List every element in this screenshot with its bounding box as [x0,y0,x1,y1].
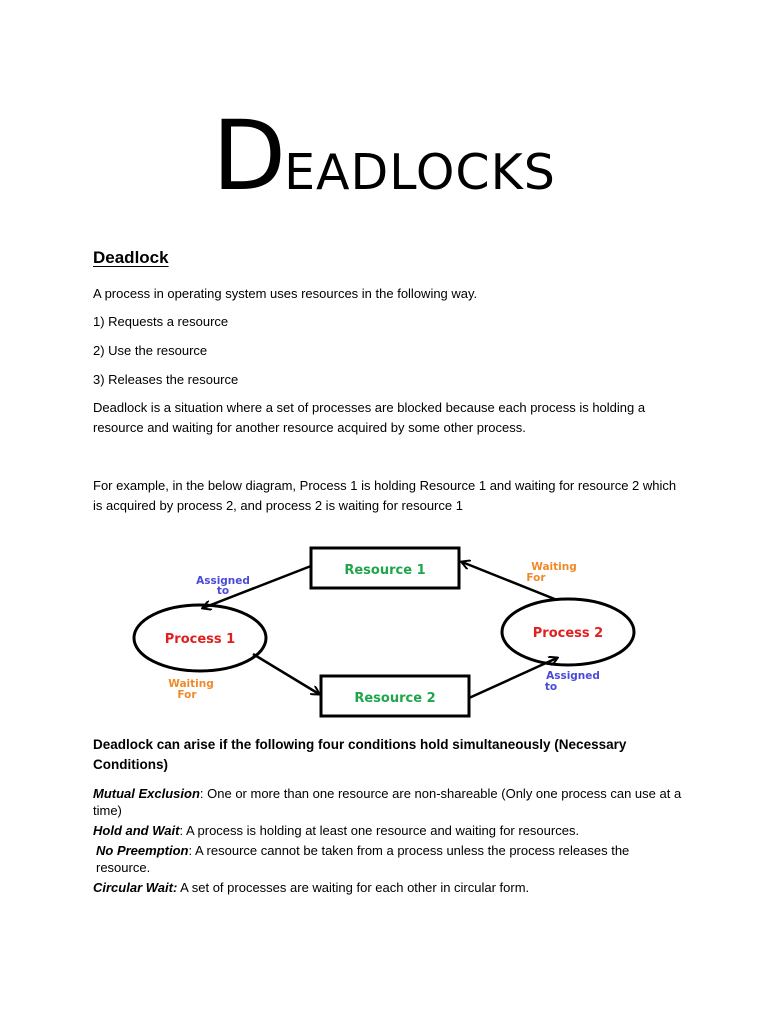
condition-term: Hold and Wait [93,823,180,838]
intro-text: A process in operating system uses resources in the following way. [93,286,478,301]
assigned-to-right-line-2: to [544,681,558,693]
title-rest: EADLOCKS [284,144,556,201]
waiting-for-right-line-2: For [526,572,546,584]
title-drop-capital: D [212,100,285,212]
process-1-label: Process 1 [164,632,236,647]
definition-paragraph: Deadlock is a situation where a set of processes are blocked because each process is holding a resource and waiting for another resource acquired by some other process. [93,400,646,435]
waiting-for-left-line-1: Waiting [168,678,214,690]
condition-separator: : [188,843,193,858]
conditions-heading: Deadlock can arise if the following four conditions hold simultaneously (Necessary Conditions) [93,737,627,772]
condition-term: No Preemption [96,843,189,858]
condition-text: One or more than one resource are non-shareable (Only one process can use at a time) [93,786,682,818]
assigned-to-right-line-1: Assigned [546,670,600,682]
condition-text: A resource cannot be taken from a process unless the process releases the resource. [96,843,630,875]
waiting-for-left-line-2: For [177,689,197,701]
assigned-to-left-line-2: to [216,585,230,597]
document-title [0,100,768,212]
condition-mutual-exclusion [93,785,683,819]
conditions-list [93,785,683,899]
condition-hold-and-wait [93,822,683,839]
deadlock-diagram [125,538,645,723]
step-2: 2) Use the resource [93,343,208,358]
condition-term: Circular Wait: [93,880,178,895]
step-3: 3) Releases the resource [93,372,239,387]
deadlock-diagram-svg [125,538,645,723]
arrow-resource2-to-process2 [469,658,557,698]
waiting-for-right-line-1: Waiting [531,561,577,573]
condition-text: A process is holding at least one resource and waiting for resources. [183,823,580,838]
condition-term: Mutual Exclusion [93,786,200,801]
example-paragraph: For example, in the below diagram, Process 1 is holding Resource 1 and waiting for resource 2 which is acquired by process 2, and process 2 is waiting for resource 1 [93,478,677,513]
condition-separator: : [179,823,184,838]
assigned-to-left-line-1: Assigned [196,575,250,587]
process-2-label: Process 2 [532,626,604,641]
resource-1-label: Resource 1 [344,563,426,578]
section-heading: Deadlock [93,248,169,267]
condition-circular-wait [93,879,683,896]
resource-2-label: Resource 2 [354,691,436,706]
condition-text: A set of processes are waiting for each other in circular form. [177,880,530,895]
arrow-process1-to-resource2 [253,654,319,694]
condition-no-preemption [93,842,683,876]
step-1: 1) Requests a resource [93,314,229,329]
condition-separator: : [199,786,204,801]
